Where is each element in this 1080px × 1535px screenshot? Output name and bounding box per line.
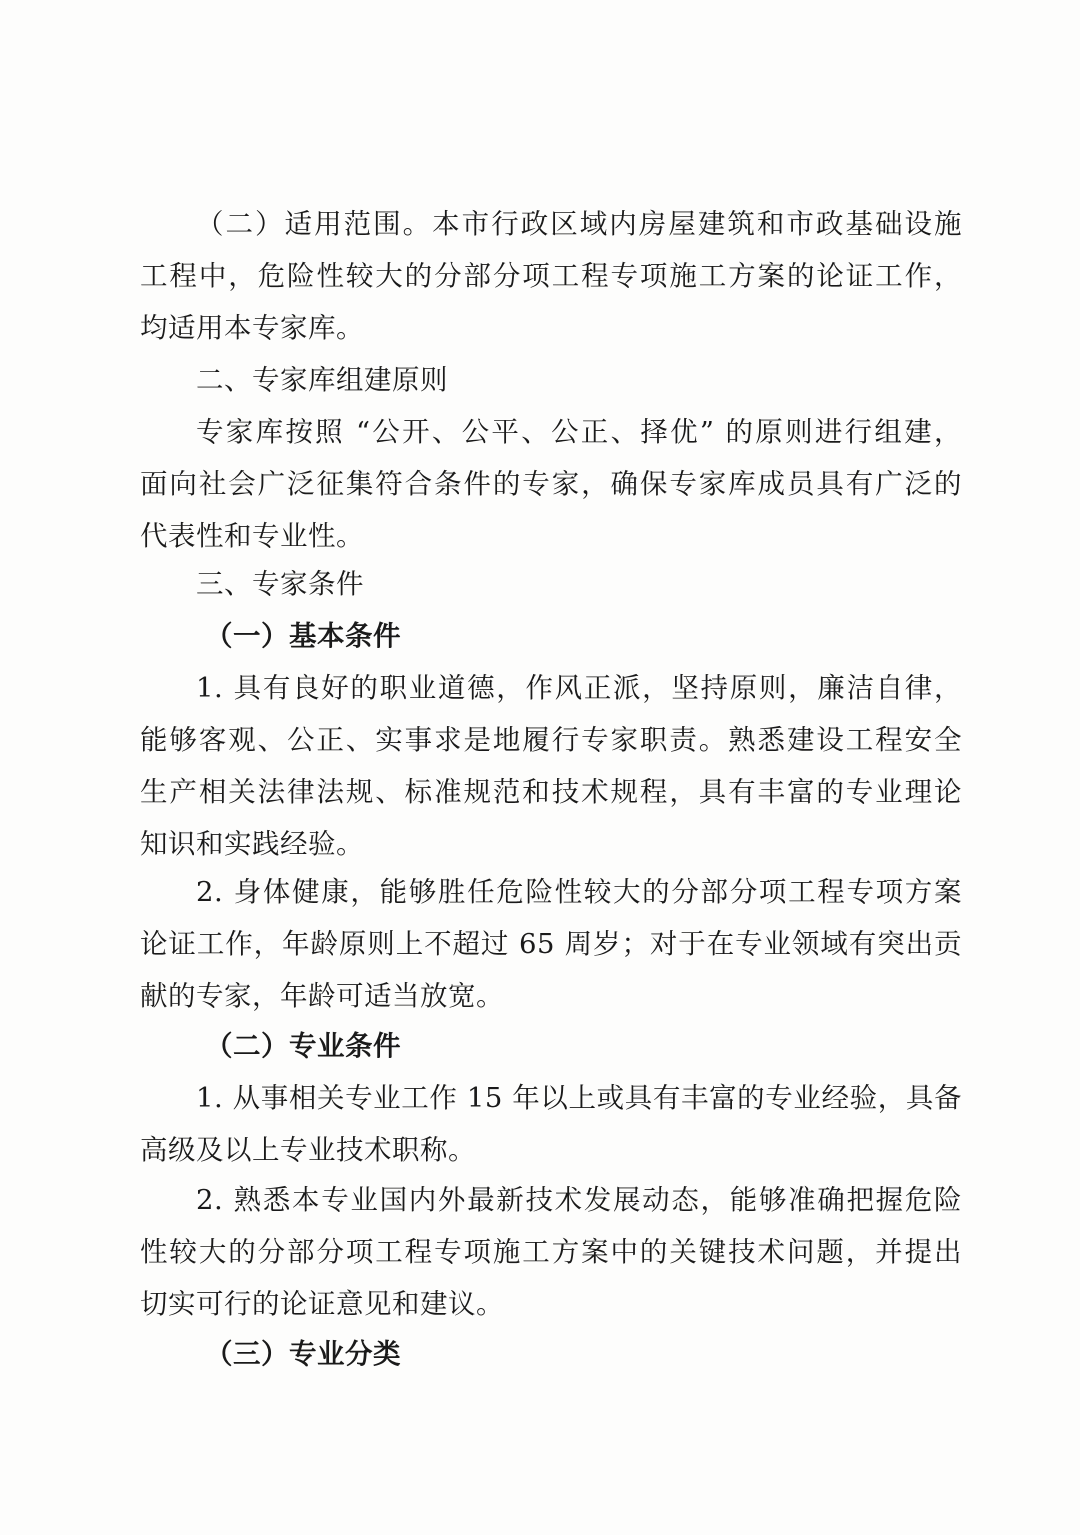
- item-2-line-2: 论证工作，年龄原则上不超过 65 周岁；对于在专业领域有突出贡: [140, 928, 962, 960]
- section-heading-2: 二、专家库组建原则: [196, 364, 448, 396]
- paragraph-principle-line-1: 专家库按照 “公开、公平、公正、择优” 的原则进行组建，: [196, 416, 962, 448]
- prof-item-1-line-1: 1. 从事相关专业工作 15 年以上或具有丰富的专业经验，具备: [196, 1082, 962, 1114]
- paragraph-scope-line-2: 工程中，危险性较大的分部分项工程专项施工方案的论证工作，: [140, 260, 962, 292]
- item-1-line-3: 生产相关法律法规、标准规范和技术规程，具有丰富的专业理论: [140, 776, 962, 808]
- item-1-line-4: 知识和实践经验。: [140, 828, 364, 860]
- item-1-line-2: 能够客观、公正、实事求是地履行专家职责。熟悉建设工程安全: [140, 724, 962, 756]
- prof-item-1-line-2: 高级及以上专业技术职称。: [140, 1134, 476, 1166]
- section-heading-3: 三、专家条件: [196, 568, 364, 600]
- paragraph-scope-line-3: 均适用本专家库。: [140, 312, 364, 344]
- subheading-professional-conditions: （二）专业条件: [205, 1030, 401, 1062]
- item-2-line-1: 2. 身体健康，能够胜任危险性较大的分部分项工程专项方案: [196, 876, 962, 908]
- paragraph-scope-line-1: （二）适用范围。本市行政区域内房屋建筑和市政基础设施: [196, 208, 962, 240]
- prof-item-2-line-3: 切实可行的论证意见和建议。: [140, 1288, 504, 1320]
- subheading-basic-conditions: （一）基本条件: [205, 620, 401, 652]
- item-2-line-3: 献的专家，年龄可适当放宽。: [140, 980, 504, 1012]
- item-1-line-1: 1. 具有良好的职业道德，作风正派，坚持原则，廉洁自律，: [196, 672, 962, 704]
- prof-item-2-line-2: 性较大的分部分项工程专项施工方案中的关键技术问题，并提出: [140, 1236, 962, 1268]
- prof-item-2-line-1: 2. 熟悉本专业国内外最新技术发展动态，能够准确把握危险: [196, 1184, 962, 1216]
- paragraph-principle-line-3: 代表性和专业性。: [140, 520, 364, 552]
- subheading-professional-classification: （三）专业分类: [205, 1338, 401, 1370]
- paragraph-principle-line-2: 面向社会广泛征集符合条件的专家，确保专家库成员具有广泛的: [140, 468, 962, 500]
